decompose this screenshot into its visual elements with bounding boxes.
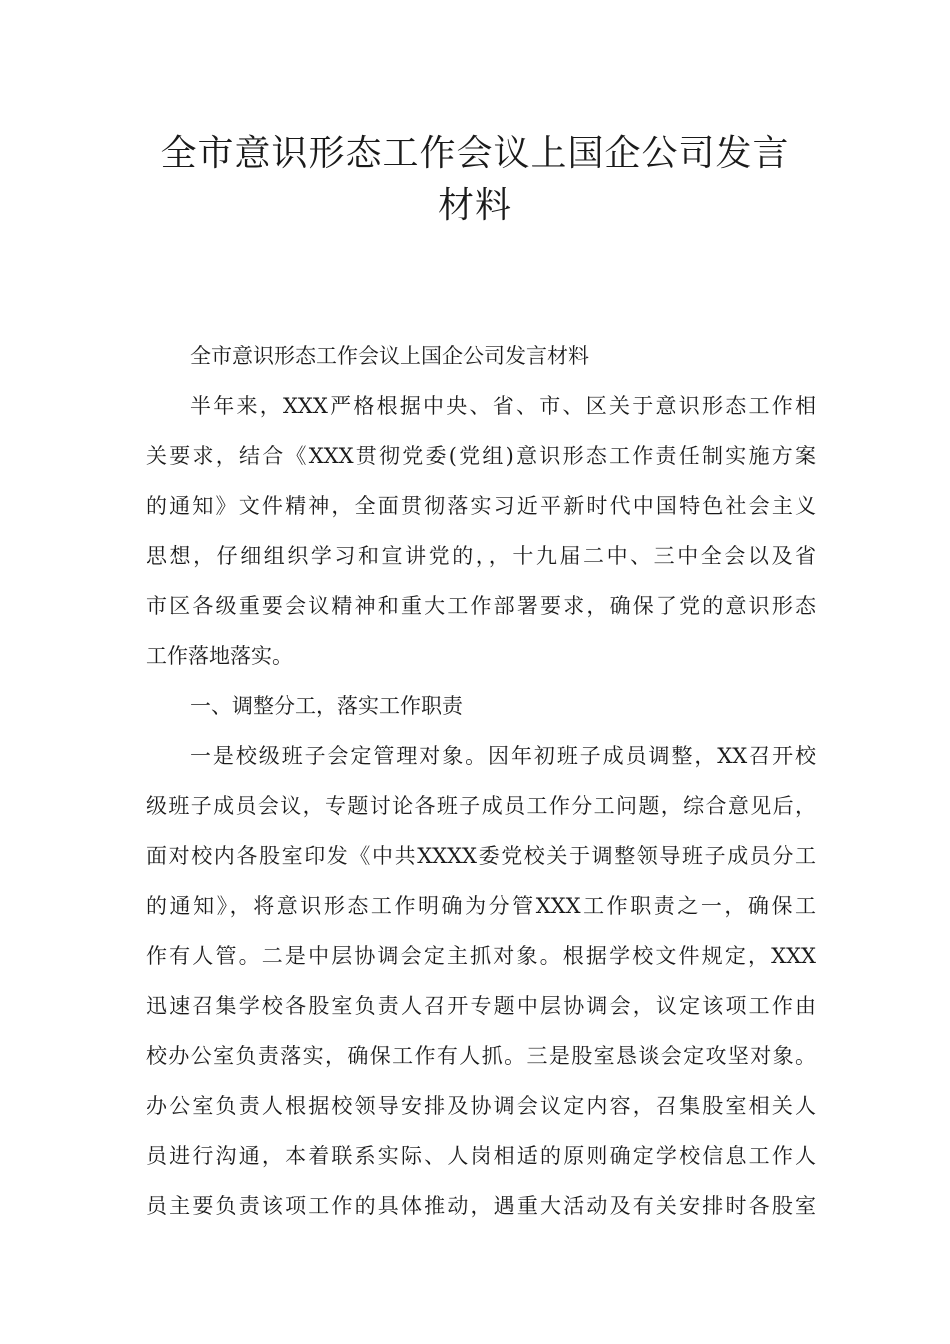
paragraph-line: 的通知》文件精神，全面贯彻落实习近平新时代中国特色社会主义 [146,494,816,518]
paragraph-line: 办公室负责人根据校领导安排及协调会议定内容，召集股室相关人 [146,1094,816,1118]
paragraph-line: 校办公室负责落实，确保工作有人抓。三是股室恳谈会定攻坚对象。 [146,1044,816,1068]
paragraph-line: 迅速召集学校各股室负责人召开专题中层协调会，议定该项工作由 [146,994,816,1018]
paragraph-line: 的通知》，将意识形态工作明确为分管XXX工作职责之一，确保工 [146,894,816,918]
paragraph-line: 级班子成员会议，专题讨论各班子成员工作分工问题，综合意见后， [146,794,816,818]
section-heading: 一、调整分工，落实工作职责 [190,694,463,718]
paragraph-line: 半年来，XXX严格根据中央、省、市、区关于意识形态工作相 [190,394,816,418]
paragraph-line: 面对校内各股室印发《中共XXXX委党校关于调整领导班子成员分工 [146,844,816,868]
paragraph-line: 思想，仔细组织学习和宣讲党的，，十九届二中、三中全会以及省 [146,544,816,568]
paragraph-line: 员进行沟通，本着联系实际、人岗相适的原则确定学校信息工作人 [146,1144,816,1168]
paragraph-line: 员主要负责该项工作的具体推动，遇重大活动及有关安排时各股室 [146,1194,816,1218]
paragraph-line: 作有人管。二是中层协调会定主抓对象。根据学校文件规定，XXX [146,944,816,968]
title-line-2: 材料 [437,185,512,226]
document-body [146,331,816,1231]
title-line-1: 全市意识形态工作会议上国企公司发言 [160,133,790,174]
paragraph-line: 工作落地落实。 [146,644,293,668]
paragraph-line: 一是校级班子会定管理对象。因年初班子成员调整，XX召开校 [190,744,816,768]
paragraph-line: 市区各级重要会议精神和重大工作部署要求，确保了党的意识形态 [146,594,816,618]
subtitle-line: 全市意识形态工作会议上国企公司发言材料 [190,344,589,368]
document-title [140,128,810,232]
paragraph-line: 关要求，结合《XXX贯彻党委(党组)意识形态工作责任制实施方案 [146,444,816,468]
